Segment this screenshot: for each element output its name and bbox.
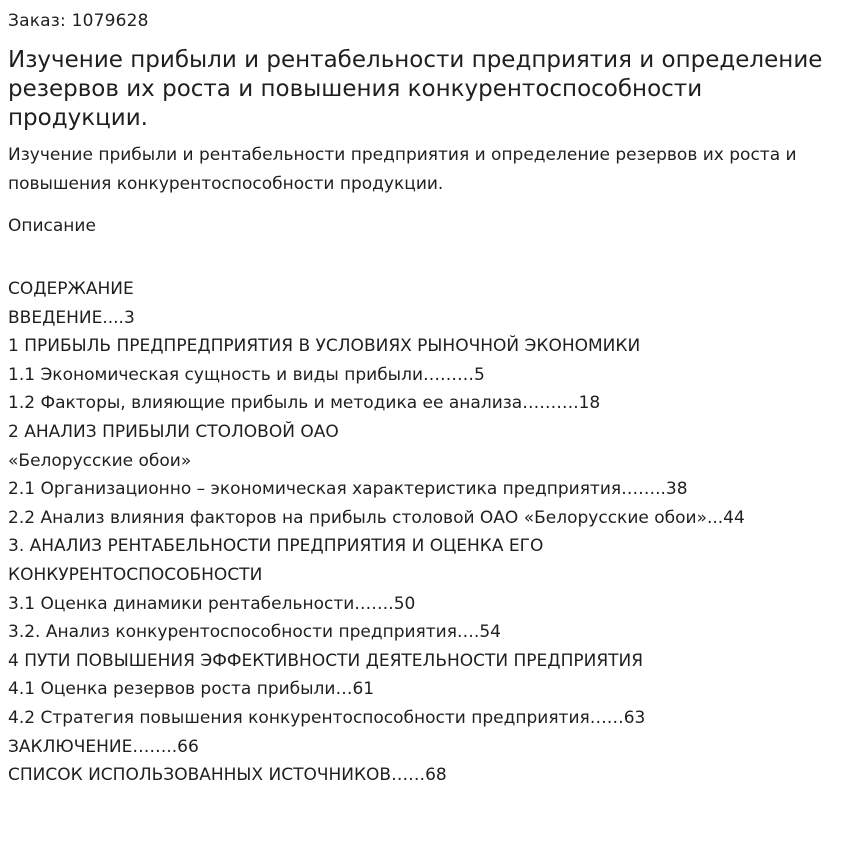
description-heading: Описание — [8, 216, 96, 236]
toc-item-3-2: 3.2. Анализ конкурентоспособности предприятия….54 — [8, 622, 501, 643]
page-title: Изучение прибыли и рентабельности предприятия и определение резервов их роста и повышения конкурентоспособности продукции. — [8, 47, 823, 131]
toc-item-chapter-2: 2 АНАЛИЗ ПРИБЫЛИ СТОЛОВОЙ ОАО — [8, 421, 339, 442]
page-subtitle: Изучение прибыли и рентабельности предприятия и определение резервов их роста и повышения конкурентоспособности продукции. — [8, 145, 797, 194]
toc-item-references: СПИСОК ИСПОЛЬЗОВАННЫХ ИСТОЧНИКОВ……68 — [8, 765, 447, 786]
toc-item-chapter-4: 4 ПУТИ ПОВЫШЕНИЯ ЭФФЕКТИВНОСТИ ДЕЯТЕЛЬНОСТИ ПРЕДПРИЯТИЯ — [8, 650, 644, 671]
toc-item-4-2: 4.2 Стратегия повышения конкурентоспособности предприятия……63 — [8, 707, 646, 728]
toc-heading: СОДЕРЖАНИЕ — [8, 279, 134, 299]
toc-item-conclusion: ЗАКЛЮЧЕНИЕ……..66 — [8, 736, 199, 757]
toc-item-chapter-1: 1 ПРИБЫЛЬ ПРЕДПРЕДПРИЯТИЯ В УСЛОВИЯХ РЫНОЧНОЙ ЭКОНОМИКИ — [8, 336, 641, 357]
toc-item-4-1: 4.1 Оценка резервов роста прибыли…61 — [8, 679, 375, 700]
toc-item-2-1: 2.1 Организационно – экономическая характеристика предприятия……..38 — [8, 479, 688, 500]
toc-item-chapter-2-cont: «Белорусские обои» — [8, 450, 192, 471]
toc-item-introduction: ВВЕДЕНИЕ....3 — [8, 307, 135, 328]
table-of-contents — [8, 275, 839, 790]
toc-item-2-2: 2.2 Анализ влияния факторов на прибыль столовой ОАО «Белорусские обои»...44 — [8, 507, 745, 528]
order-number: Заказ: 1079628 — [8, 11, 149, 31]
toc-item-1-1: 1.1 Экономическая сущность и виды прибыли………5 — [8, 364, 485, 385]
toc-item-3-1: 3.1 Оценка динамики рентабельности…….50 — [8, 593, 416, 614]
toc-item-1-2: 1.2 Факторы, влияющие прибыль и методика ее анализа……….18 — [8, 393, 601, 414]
toc-item-chapter-3: 3. АНАЛИЗ РЕНТАБЕЛЬНОСТИ ПРЕДПРИЯТИЯ И ОЦЕНКА ЕГО КОНКУРЕНТОСПОСОБНОСТИ — [8, 536, 544, 585]
